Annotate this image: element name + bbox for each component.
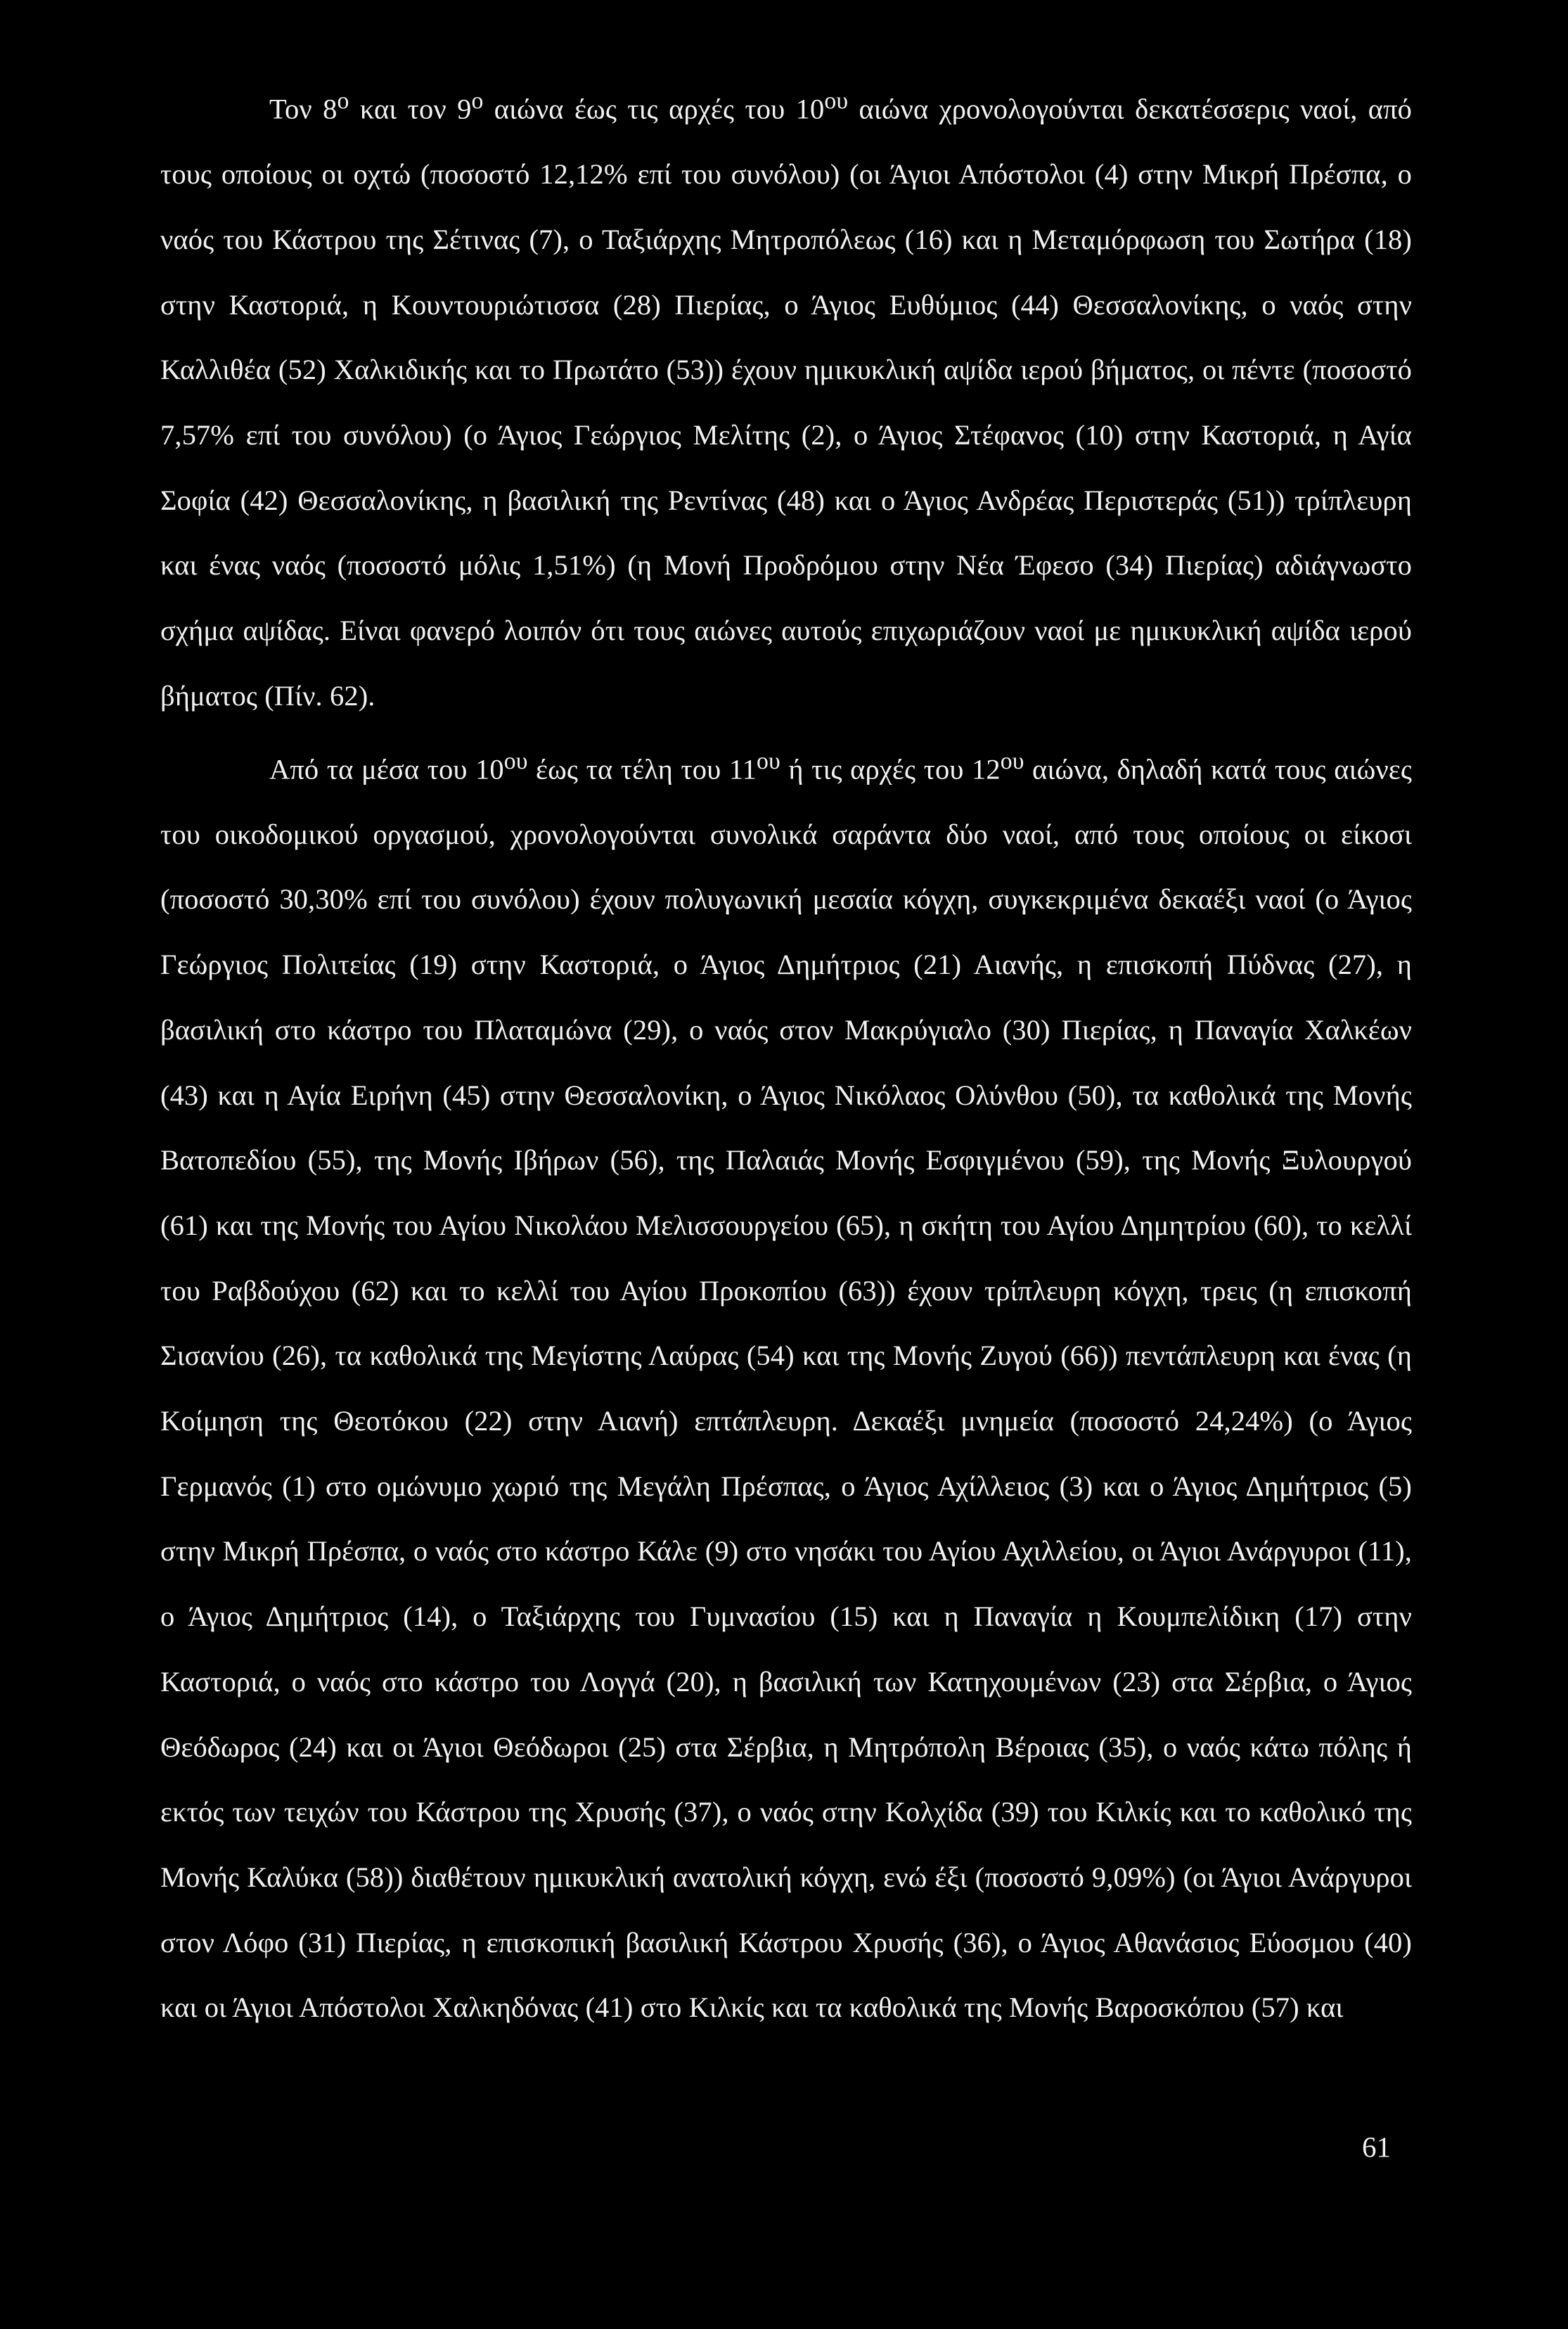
paragraph-1 — [160, 69, 1412, 729]
page-number: 61 — [1362, 2131, 1391, 2163]
paragraph-2-superscript-3: ου — [1000, 748, 1024, 774]
paragraph-1-superscript-3: ου — [824, 88, 849, 114]
paragraph-2-text-2: έως τα τέλη του 11 — [527, 753, 757, 785]
paragraph-1-text-1: Τον 8 — [269, 93, 338, 125]
paragraph-2 — [160, 729, 1412, 2041]
paragraph-2-text-3: ή τις αρχές του 12 — [780, 753, 1001, 785]
paragraph-1-text-3: αιώνα έως τις αρχές του 10 — [483, 93, 825, 125]
paragraph-1-text-2: και τον 9 — [349, 93, 472, 125]
paragraph-1-superscript-2: ο — [471, 88, 484, 114]
paragraph-2-superscript-2: ου — [757, 748, 780, 774]
paragraph-1-superscript-1: ο — [337, 88, 349, 114]
paragraph-1-text-4: αιώνα χρονολογούνται δεκατέσσερις ναοί, από τους οποίους οι οχτώ (ποσοστό 12,12% επί του συνόλου) (οι Άγιοι Απόστολοι (4) στην Μικρή Πρέσπα, ο ναός του Κάστρου της Σέτινας (7), ο Ταξιάρχης Μητροπόλεως (16) και η Μεταμόρφωση του Σωτήρα (18) στην Καστοριά, η Κουντουριώτισσα (28) Πιερίας, ο Άγιος Ευθύμιος (44) Θεσσαλονίκης, ο ναός στην Καλλιθέα (52) Χαλκιδικής και το Πρωτάτο (53)) έχουν ημικυκλική αψίδα ιερού βήματος, οι πέντε (ποσοστό 7,57% επί του συνόλου) (ο Άγιος Γεώργιος Μελίτης (2), ο Άγιος Στέφανος (10) στην Καστοριά, η Αγία Σοφία (42) Θεσσαλονίκης, η βασιλική της Ρεντίνας (48) και ο Άγιος Ανδρέας Περιστεράς (51)) τρίπλευρη και ένας ναός (ποσοστό μόλις 1,51%) (η Μονή Προδρόμου στην Νέα Έφεσο (34) Πιερίας) αδιάγνωστο σχήμα αψίδας. Είναι φανερό λοιπόν ότι τους αιώνες αυτούς επιχωριάζουν ναοί με ημικυκλική αψίδα ιερού βήματος (Πίν. 62). — [160, 93, 1413, 712]
paragraph-2-superscript-1: ου — [503, 748, 528, 774]
page-body — [160, 69, 1412, 2041]
paragraph-2-text-4: αιώνα, δηλαδή κατά τους αιώνες του οικοδομικού οργασμού, χρονολογούνται συνολικά σαράντα δύο ναοί, από τους οποίους οι είκοσι (ποσοστό 30,30% επί του συνόλου) έχουν πολυγωνική μεσαία κόγχη, συγκεκριμένα δεκαέξι ναοί (ο Άγιος Γεώργιος Πολιτείας (19) στην Καστοριά, ο Άγιος Δημήτριος (21) Αιανής, η επισκοπή Πύδνας (27), η βασιλική στο κάστρο του Πλαταμώνα (29), ο ναός στον Μακρύγιαλο (30) Πιερίας, η Παναγία Χαλκέων (43) και η Αγία Ειρήνη (45) στην Θεσσαλονίκη, ο Άγιος Νικόλαος Ολύνθου (50), τα καθολικά της Μονής Βατοπεδίου (55), της Μονής Ιβήρων (56), της Παλαιάς Μονής Εσφιγμένου (59), της Μονής Ξυλουργού (61) και της Μονής του Αγίου Νικολάου Μελισσουργείου (65), η σκήτη του Αγίου Δημητρίου (60), το κελλί του Ραβδούχου (62) και το κελλί του Αγίου Προκοπίου (63)) έχουν τρίπλευρη κόγχη, τρεις (η επισκοπή Σισανίου (26), τα καθολικά της Μεγίστης Λαύρας (54) και της Μονής Ζυγού (66)) πεντάπλευρη και ένας (η Κοίμηση της Θεοτόκου (22) στην Αιανή) επτάπλευρη. Δεκαέξι μνημεία (ποσοστό 24,24%) (ο Άγιος Γερμανός (1) στο ομώνυμο χωριό της Μεγάλη Πρέσπας, ο Άγιος Αχίλλειος (3) και ο Άγιος Δημήτριος (5) στην Μικρή Πρέσπα, ο ναός στο κάστρο Κάλε (9) στο νησάκι του Αγίου Αχιλλείου, οι Άγιοι Ανάργυροι (11), ο Άγιος Δημήτριος (14), ο Ταξιάρχης του Γυμνασίου (15) και η Παναγία η Κουμπελίδικη (17) στην Καστοριά, ο ναός στο κάστρο του Λογγά (20), η βασιλική των Κατηχουμένων (23) στα Σέρβια, ο Άγιος Θεόδωρος (24) και οι Άγιοι Θεόδωροι (25) στα Σέρβια, η Μητρόπολη Βέροιας (35), ο ναός κάτω πόλης ή εκτός των τειχών του Κάστρου της Χρυσής (37), ο ναός στην Κολχίδα (39) του Κιλκίς και το καθολικό της Μονής Καλύκα (58)) διαθέτουν ημικυκλική ανατολική κόγχη, ενώ έξι (ποσοστό 9,09%) (οι Άγιοι Ανάργυροι στον Λόφο (31) Πιερίας, η επισκοπική βασιλική Κάστρου Χρυσής (36), ο Άγιος Αθανάσιος Εύοσμου (40) και οι Άγιοι Απόστολοι Χαλκηδόνας (41) στο Κιλκίς και τα καθολικά της Μονής Βαροσκόπου (57) και — [160, 753, 1412, 2024]
paragraph-2-text-1: Από τα μέσα του 10 — [269, 753, 504, 785]
